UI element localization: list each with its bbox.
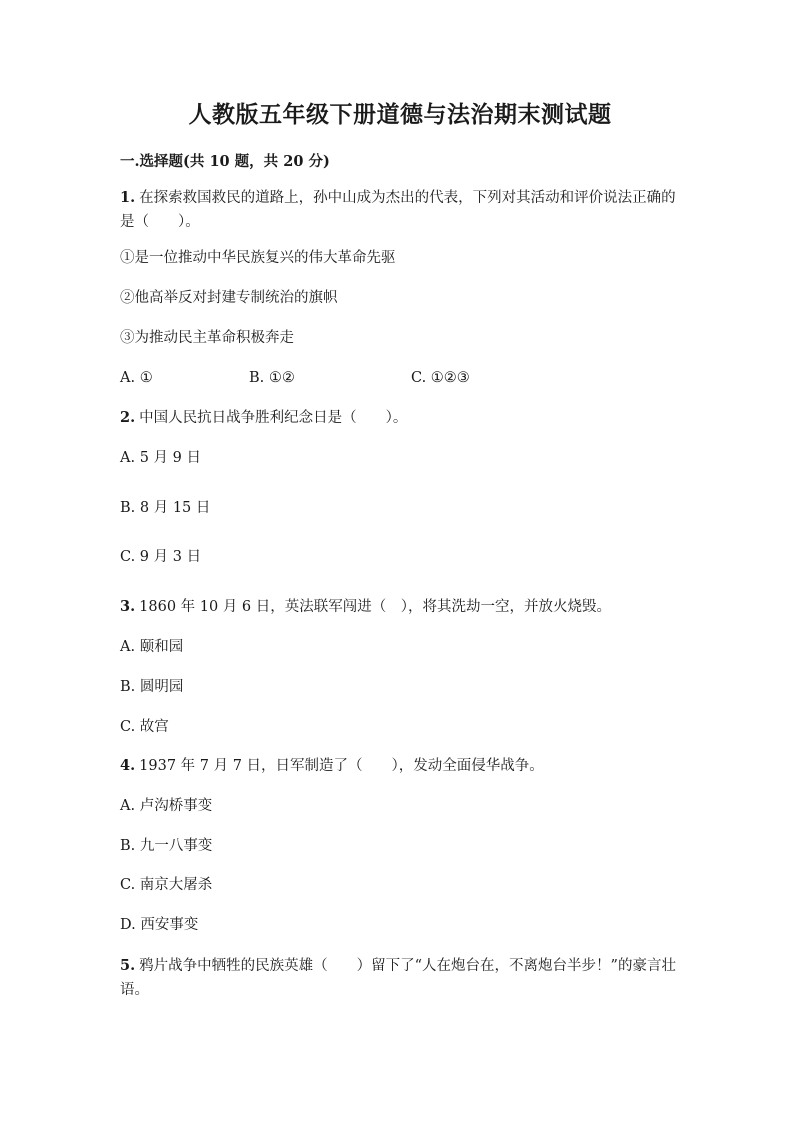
question-5 [120,954,690,1002]
statement-2: ②他高举反对封建专制统治的旗帜 [120,290,338,306]
question-2 [120,406,690,430]
option-b[interactable]: B. ①② [249,370,295,386]
question-number: 1. [120,189,136,206]
option-a[interactable]: A. 5 月 9 日 [120,450,201,466]
option-c[interactable]: C. 9 月 3 日 [120,549,202,565]
option-b[interactable]: B. 8 月 15 日 [120,500,211,516]
option-b[interactable]: B. 圆明园 [120,679,184,695]
section-heading: 一.选择题(共 10 题，共 20 分) [120,153,330,170]
option-d[interactable]: D. 西安事变 [120,917,199,933]
option-a[interactable]: A. ① [120,370,153,386]
question-number: 4. [120,757,136,774]
question-text: 中国人民抗日战争胜利纪念日是（ ）。 [139,410,408,426]
option-c[interactable]: C. 故宫 [120,719,169,735]
question-text: 1860 年 10 月 6 日，英法联军闯进（ ），将其洗劫一空，并放火烧毁。 [139,599,612,615]
page-title: 人教版五年级下册道德与法治期末测试题 [188,101,612,128]
question-number: 5. [120,957,136,974]
question-text: 1937 年 7 月 7 日，日军制造了（ ），发动全面侵华战争。 [139,758,544,774]
option-c[interactable]: C. ①②③ [411,370,470,386]
option-a[interactable]: A. 颐和园 [120,639,184,655]
option-b[interactable]: B. 九一八事变 [120,838,213,854]
statement-1: ①是一位推动中华民族复兴的伟大革命先驱 [120,250,396,266]
option-c[interactable]: C. 南京大屠杀 [120,877,213,893]
question-number: 2. [120,409,136,426]
question-text: 鸦片战争中牺牲的民族英雄（ ）留下了“人在炮台在，不离炮台半步！”的豪言壮语。 [120,958,676,998]
question-number: 3. [120,598,136,615]
question-3 [120,595,690,619]
question-1 [120,186,690,234]
question-text: 在探索救国救民的道路上，孙中山成为杰出的代表，下列对其活动和评价说法正确的是（ ）。 [120,190,676,230]
statement-3: ③为推动民主革命积极奔走 [120,330,294,346]
option-a[interactable]: A. 卢沟桥事变 [120,798,213,814]
question-4 [120,754,690,778]
option-row [120,366,690,390]
